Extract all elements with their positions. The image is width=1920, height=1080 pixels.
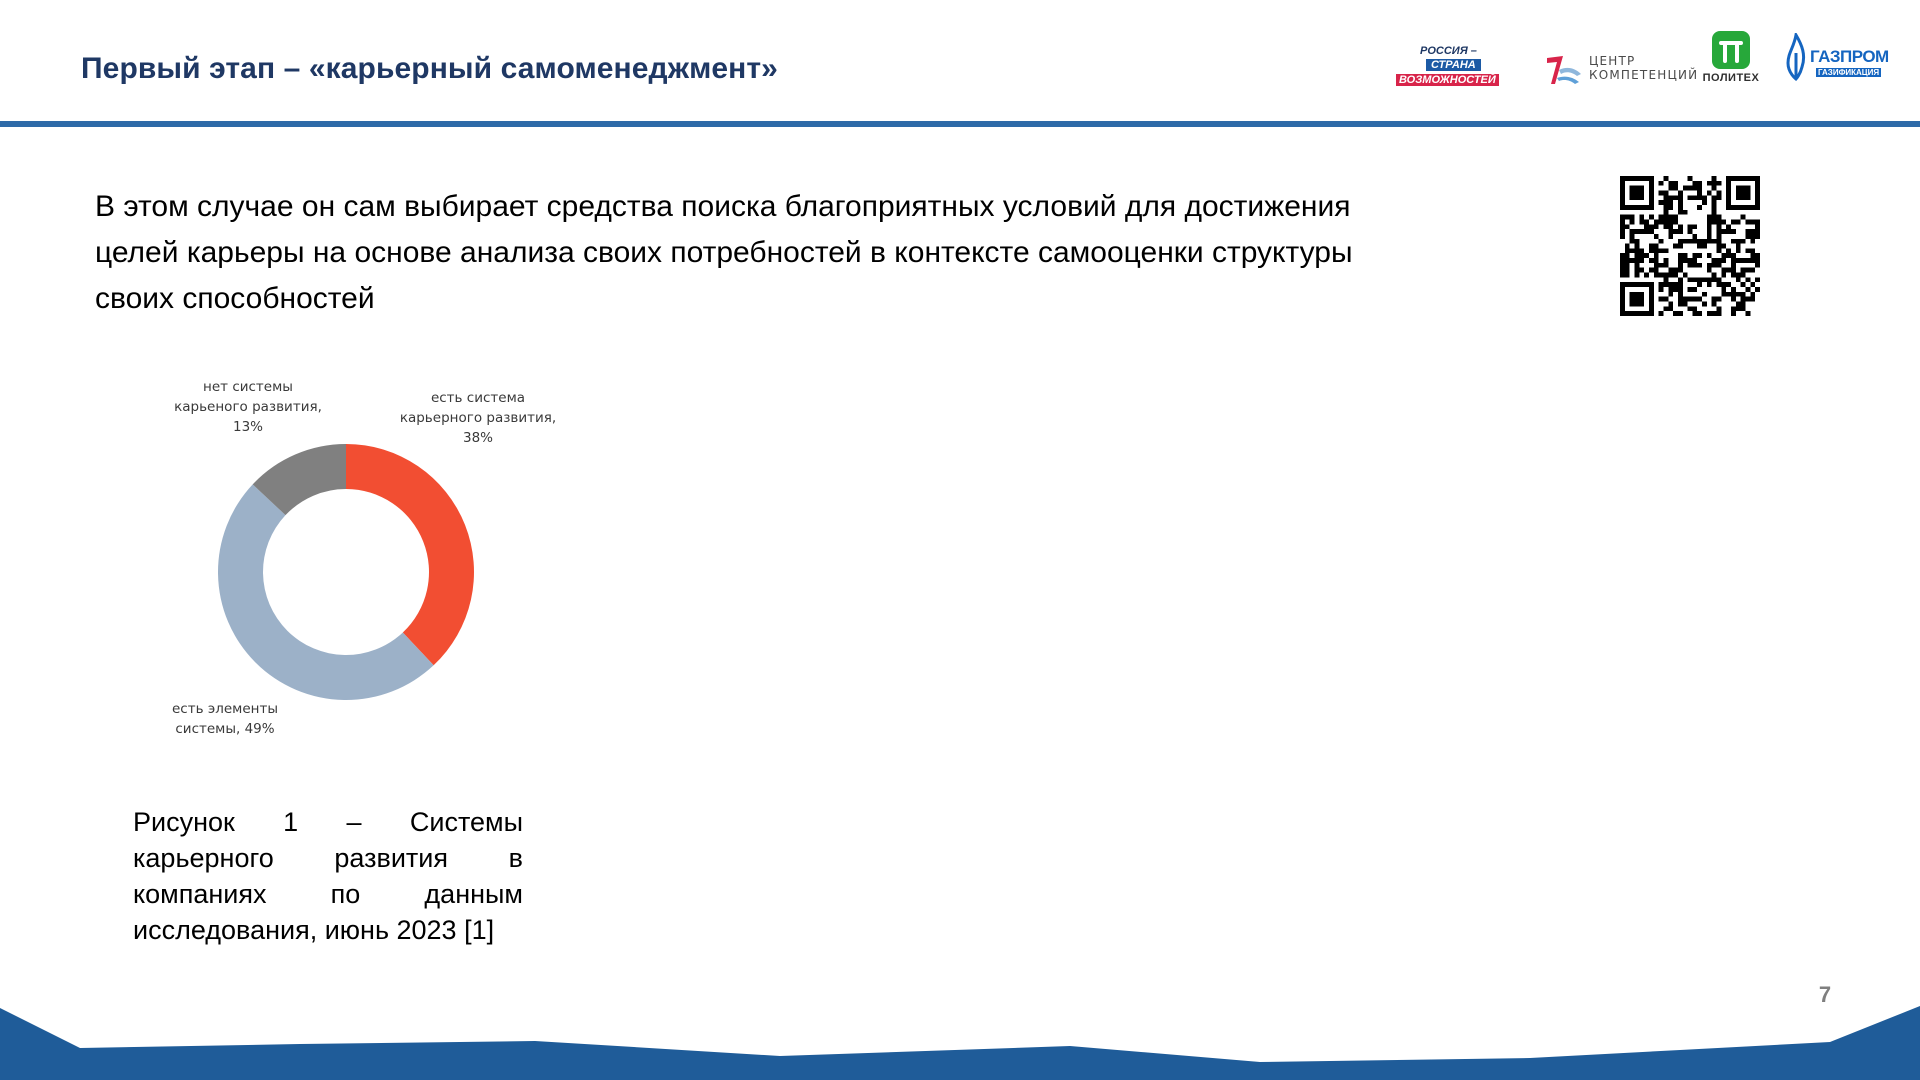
russia-logo-line-1: РОССИЯ – <box>1420 45 1477 57</box>
partner-logos <box>0 0 1920 120</box>
footer-wave <box>0 1000 1920 1080</box>
politeh-icon <box>1712 31 1750 69</box>
slide-title: Первый этап – «карьерный самоменеджмент» <box>81 52 778 85</box>
figure-caption: Рисунок 1 – Системы карьерного развития в компаниях по данным исследования, июнь 2023 [1] <box>133 807 523 945</box>
donut-chart <box>150 372 590 752</box>
russia-logo-line-2: СТРАНА <box>1426 59 1481 71</box>
body-text: В этом случае он сам выбирает средства поиска благоприятных условий для достижения целей карьеры на основе анализа своих потребностей в контексте самооценки структуры своих способностей <box>95 190 1353 315</box>
donut-slice-career-system <box>346 444 474 665</box>
competence-center-text: ЦЕНТР КОМПЕТЕНЦИЙ <box>1589 54 1699 82</box>
russia-land-of-opportunity-logo <box>1396 45 1506 89</box>
russia-logo-line-3: ВОЗМОЖНОСТЕЙ <box>1396 74 1499 86</box>
slice-label-career-system: есть система карьерного развития, 38% <box>399 390 557 446</box>
gazprom-subtext: ГАЗИФИКАЦИЯ <box>1818 68 1880 77</box>
qr-code <box>1620 176 1760 316</box>
gazprom-flame-icon <box>1782 33 1810 83</box>
page-number: 7 <box>1818 982 1832 1007</box>
competence-center-icon <box>1543 48 1585 92</box>
donut-slice-system-elements <box>218 484 434 700</box>
gazprom-text: ГАЗПРОМ <box>1810 47 1889 66</box>
competence-center-logo <box>1543 48 1699 92</box>
politeh-label: ПОЛИТЕХ <box>1702 72 1760 84</box>
slice-label-no-system: нет системы карьеного развития, 13% <box>174 379 322 435</box>
header-divider <box>0 121 1920 127</box>
gazprom-logo <box>1782 33 1889 83</box>
slice-label-system-elements: есть элементы системы, 49% <box>171 701 279 737</box>
politeh-logo <box>1700 31 1762 87</box>
